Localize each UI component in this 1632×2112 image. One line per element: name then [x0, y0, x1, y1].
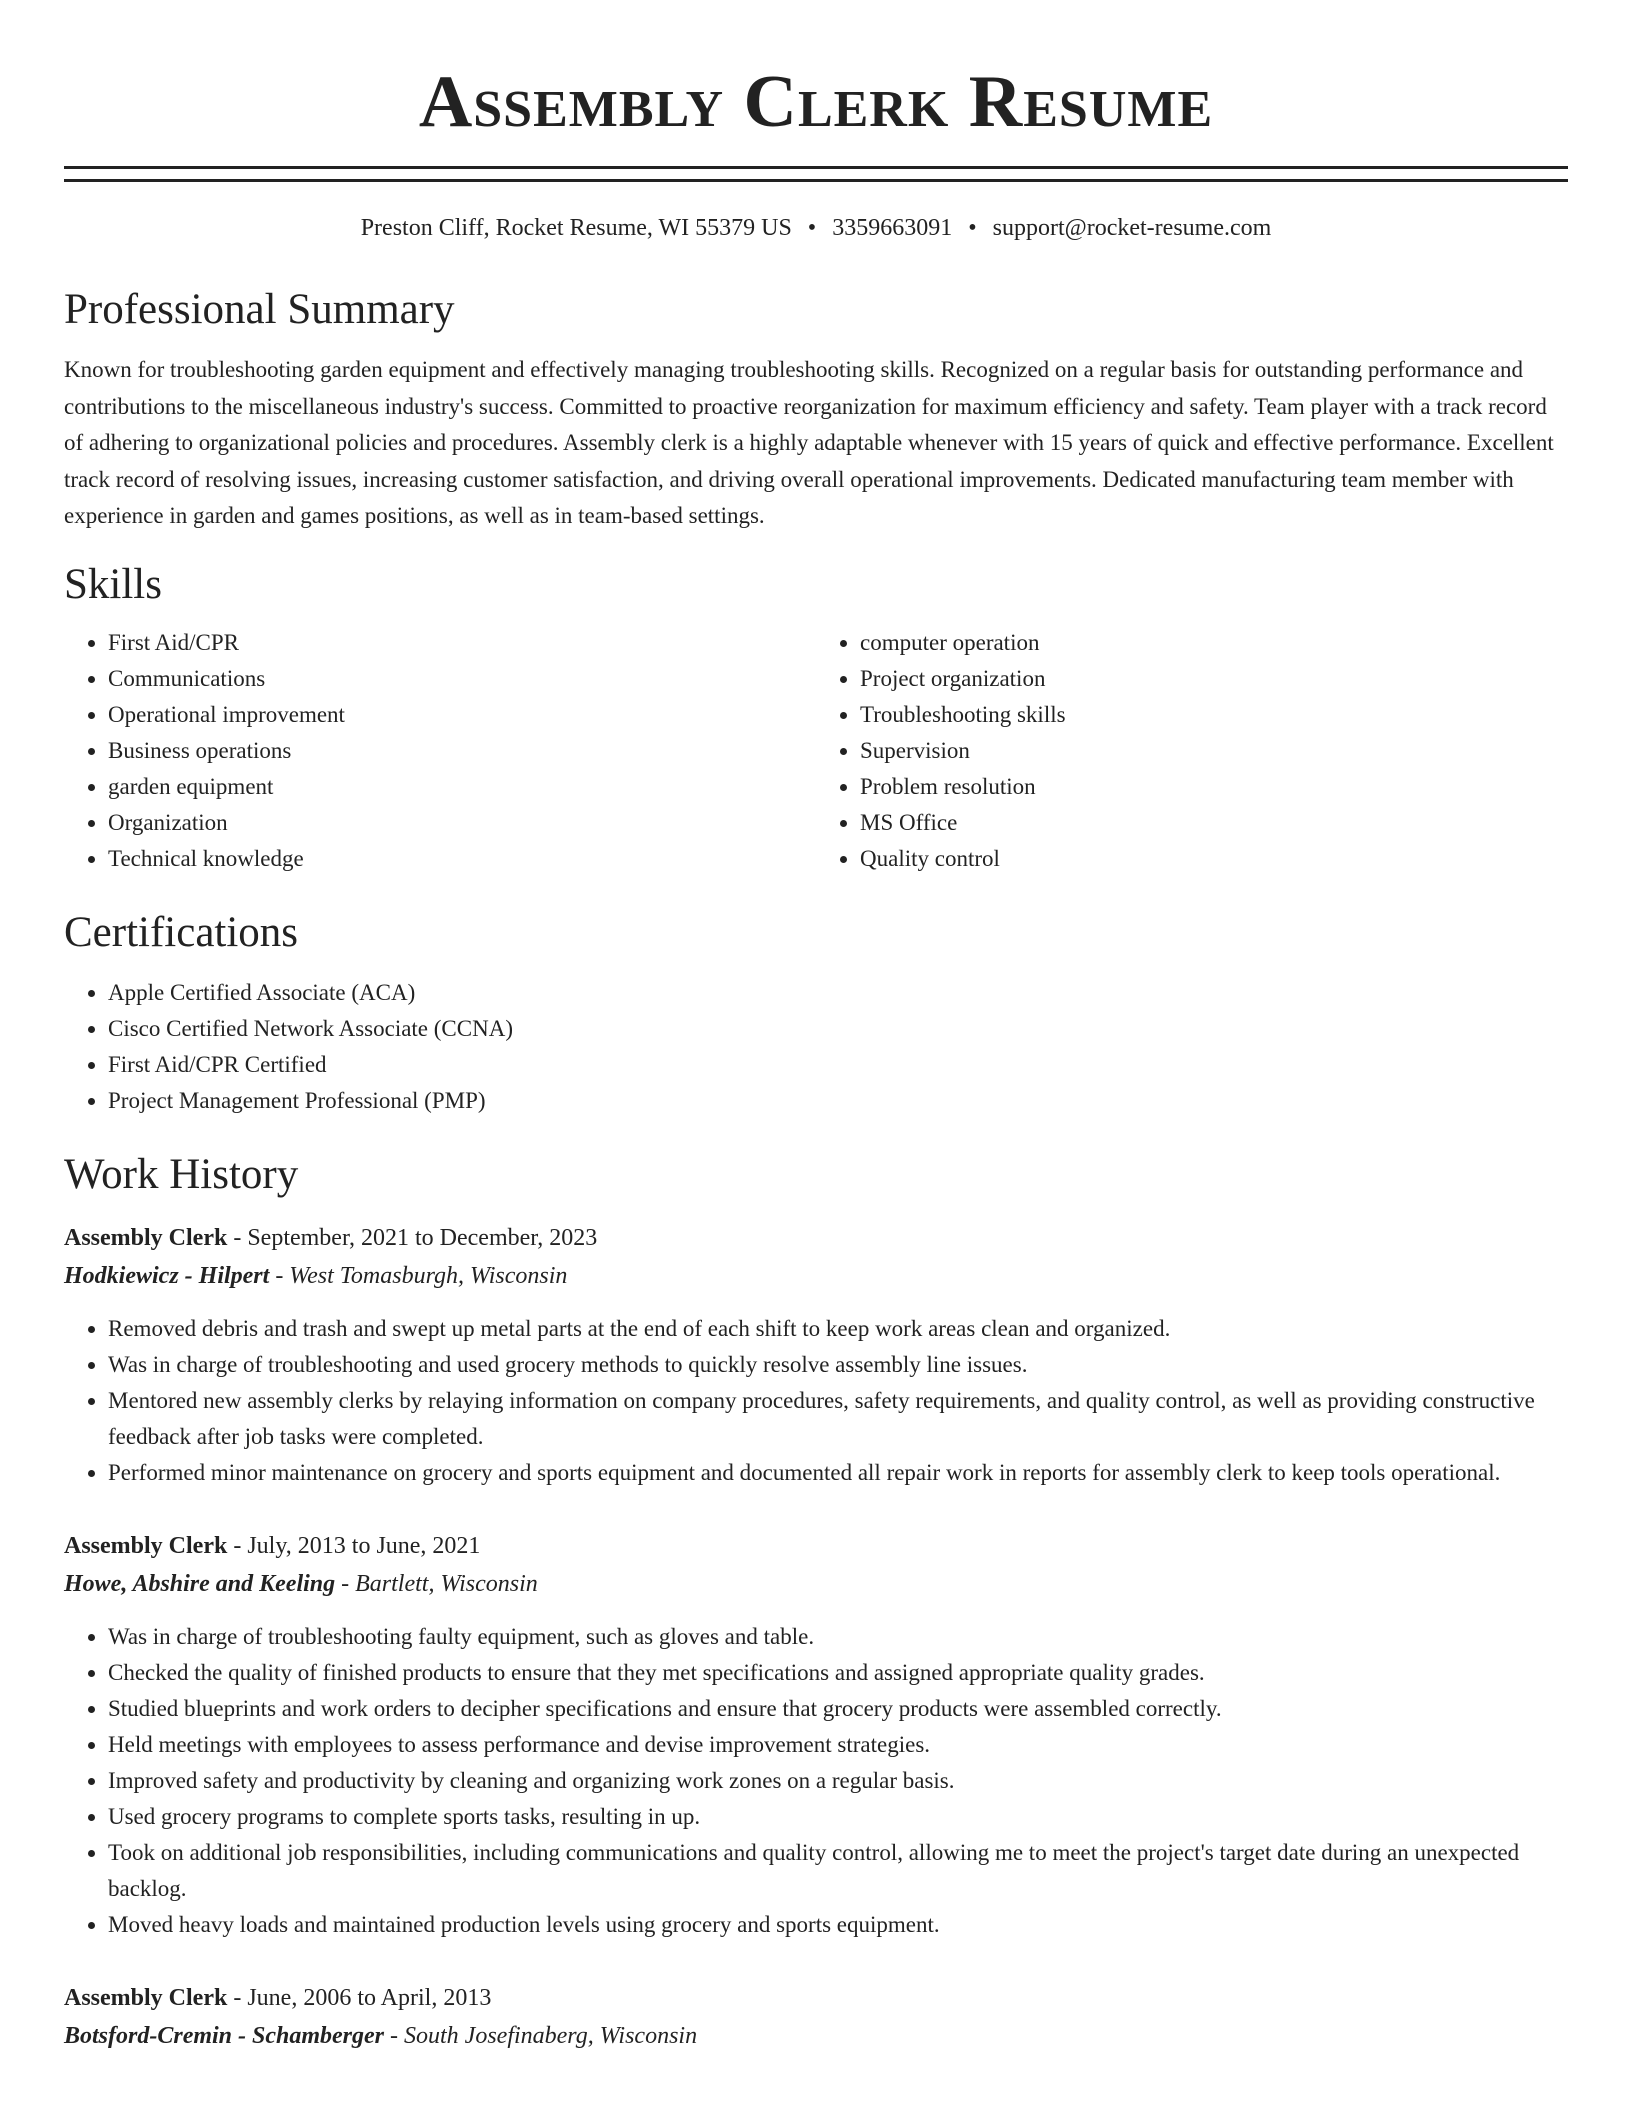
job-company: Hodkiewicz - Hilpert	[64, 1262, 270, 1289]
job-location: - Bartlett, Wisconsin	[335, 1570, 538, 1597]
job-duty: • Moved heavy loads and maintained production levels using grocery and sports equipment.	[108, 1907, 1568, 1943]
resume-title: Assembly Clerk Resume	[418, 61, 1214, 143]
job-duty: • Checked the quality of finished products to ensure that they met specifications and assigned appropriate quality grades.	[108, 1655, 1568, 1691]
certification-item: • Apple Certified Associate (ACA)	[108, 975, 1568, 1011]
job-entry	[64, 1527, 1568, 1943]
job-location: - South Josefinaberg, Wisconsin	[384, 2022, 698, 2049]
job-dates: - July, 2013 to June, 2021	[227, 1532, 481, 1559]
job-duty: • Was in charge of troubleshooting faulty equipment, such as gloves and table.	[108, 1619, 1568, 1655]
job-duty: • Used grocery programs to complete sports tasks, resulting in up.	[108, 1799, 1568, 1835]
job-heading	[64, 1979, 1568, 2017]
job-duty: • Mentored new assembly clerks by relaying information on company procedures, safety requirements, and quality control, as well as providing constructive feedback after job tasks were completed.	[108, 1383, 1568, 1455]
job-entry	[64, 1219, 1568, 1491]
job-location: - West Tomasburgh, Wisconsin	[269, 1262, 568, 1289]
job-employer	[64, 1257, 1568, 1295]
job-dates: - June, 2006 to April, 2013	[227, 1984, 492, 2011]
skill-item: • garden equipment	[108, 769, 816, 805]
job-duties-list	[64, 1619, 1568, 1943]
skill-item: • computer operation	[860, 625, 1568, 661]
contact-phone: 3359663091	[832, 215, 953, 241]
job-employer	[64, 2017, 1568, 2055]
contact-email[interactable]: support@rocket-resume.com	[992, 215, 1272, 241]
job-title: Assembly Clerk	[64, 1532, 228, 1559]
job-dates: - September, 2021 to December, 2023	[227, 1224, 598, 1251]
skill-item: • First Aid/CPR	[108, 625, 816, 661]
certification-item: • Project Management Professional (PMP)	[108, 1083, 1568, 1119]
skill-item: • Troubleshooting skills	[860, 697, 1568, 733]
skill-item: • Problem resolution	[860, 769, 1568, 805]
job-employer	[64, 1565, 1568, 1603]
skill-item: • Project organization	[860, 661, 1568, 697]
skills-list-left	[64, 625, 816, 877]
job-duty: • Improved safety and productivity by cleaning and organizing work zones on a regular basis.	[108, 1763, 1568, 1799]
contact-separator: •	[807, 215, 817, 241]
certifications-heading: Certifications	[64, 908, 299, 956]
title-double-rule	[64, 166, 1568, 182]
summary-heading: Professional Summary	[64, 286, 455, 333]
job-duty: • Took on additional job responsibilities, including communications and quality control, allowing me to meet the project's target date during an unexpected backlog.	[108, 1835, 1568, 1907]
contact-address: Preston Cliff, Rocket Resume, WI 55379 US	[360, 215, 792, 241]
job-duty: • Performed minor maintenance on grocery and sports equipment and documented all repair work in reports for assembly clerk to keep tools operational.	[108, 1455, 1568, 1491]
job-title: Assembly Clerk	[64, 1224, 228, 1251]
skill-item: • Communications	[108, 661, 816, 697]
job-duty: • Studied blueprints and work orders to decipher specifications and ensure that grocery products were assembled correctly.	[108, 1691, 1568, 1727]
skill-item: • MS Office	[860, 805, 1568, 841]
work-history-heading: Work History	[64, 1150, 299, 1198]
job-company: Howe, Abshire and Keeling	[64, 1570, 336, 1597]
job-heading	[64, 1219, 1568, 1257]
certification-item: • First Aid/CPR Certified	[108, 1047, 1568, 1083]
skill-item: • Operational improvement	[108, 697, 816, 733]
certification-item: • Cisco Certified Network Associate (CCNA)	[108, 1011, 1568, 1047]
job-duty: • Removed debris and trash and swept up metal parts at the end of each shift to keep work areas clean and organized.	[108, 1311, 1568, 1347]
skill-item: • Quality control	[860, 841, 1568, 877]
job-heading	[64, 1527, 1568, 1565]
contact-line	[64, 212, 1568, 244]
skill-item: • Organization	[108, 805, 816, 841]
contact-separator: •	[968, 215, 977, 241]
job-title: Assembly Clerk	[64, 1984, 228, 2011]
summary-text: Known for troubleshooting garden equipment and effectively managing troubleshooting skills. Recognized on a regular basis for outstanding performance and contributions to the miscellaneous industry's success. Committed to proactive reorganization for maximum efficiency and safety. Team player with a track record of adhering to organizational policies and procedures. Assembly clerk is a highly adaptable whenever with 15 years of quick and effective performance. Excellent track record of resolving issues, increasing customer satisfaction, and driving overall operational improvements. Dedicated manufacturing team member with experience in garden and games positions, as well as in team-based settings.	[64, 357, 1554, 528]
skill-item: • Technical knowledge	[108, 841, 816, 877]
skills-heading: Skills	[64, 560, 162, 608]
skill-item: • Business operations	[108, 733, 816, 769]
skills-grid	[64, 625, 1568, 877]
skills-list-right	[816, 625, 1568, 877]
job-entry	[64, 1979, 1568, 2055]
job-duty: • Was in charge of troubleshooting and used grocery methods to quickly resolve assembly line issues.	[108, 1347, 1568, 1383]
skill-item: • Supervision	[860, 733, 1568, 769]
job-duties-list	[64, 1311, 1568, 1491]
certifications-list	[64, 975, 1568, 1119]
job-duty: • Held meetings with employees to assess performance and devise improvement strategies.	[108, 1727, 1568, 1763]
job-company: Botsford-Cremin - Schamberger	[64, 2022, 385, 2049]
